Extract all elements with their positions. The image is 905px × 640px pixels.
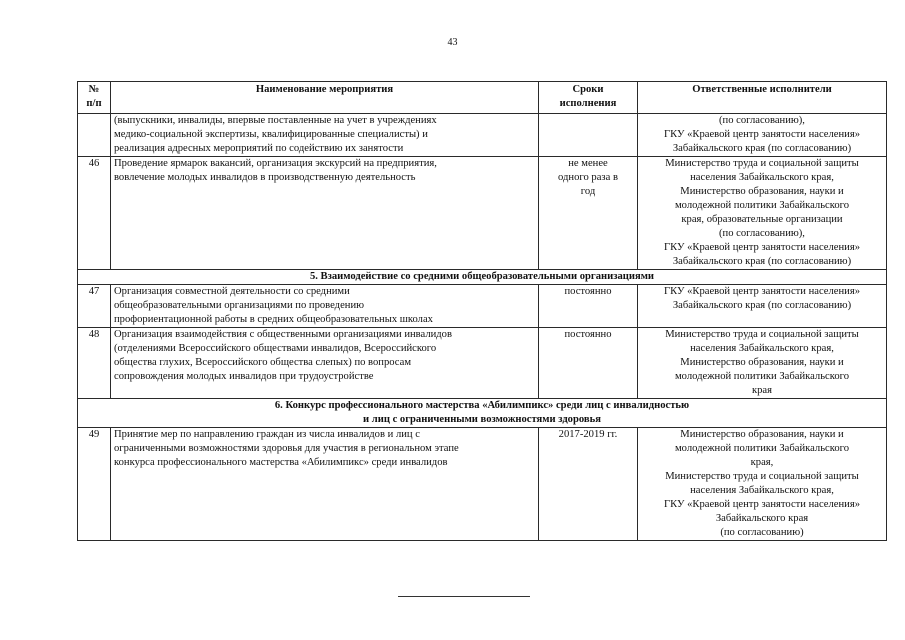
text-line: Министерство труда и социальной защиты [665, 158, 859, 169]
table-row-49 [78, 428, 887, 541]
text-line: (по согласованию), [719, 115, 805, 126]
section-title: 5. Взаимодействие со средними общеобразовательными организациями [78, 270, 887, 285]
cell-responsible [638, 428, 887, 541]
text-line: общества глухих, Всероссийского общества слепых) по вопросам [114, 357, 412, 368]
text-line: год [580, 186, 596, 197]
cell-name [111, 428, 539, 541]
text-line: профориентационной работы в средних общеобразовательных школах [114, 314, 433, 325]
cell-name [111, 328, 539, 399]
section-row-5 [78, 270, 887, 285]
text-line: ГКУ «Краевой центр занятости населения» [663, 499, 860, 510]
cell-num: 49 [78, 428, 111, 541]
text-line: населения Забайкальского края, [690, 485, 834, 496]
table-row-48 [78, 328, 887, 399]
cell-name [111, 157, 539, 270]
header-terms [539, 82, 638, 114]
footnote-divider [398, 596, 530, 597]
header-name: Наименование мероприятия [111, 82, 539, 114]
text-line: населения Забайкальского края, [690, 172, 834, 183]
section-row-6 [78, 399, 887, 428]
cell-responsible [638, 157, 887, 270]
text-line: (отделениями Всероссийского обществами инвалидов, Всероссийского [114, 343, 437, 354]
cell-num: 47 [78, 285, 111, 328]
cell-terms: постоянно [539, 328, 638, 399]
table-row-47 [78, 285, 887, 328]
text-line: (по согласованию) [720, 527, 804, 538]
text-line: медико-социальной экспертизы, квалифицированные специалисты) и [114, 129, 428, 140]
text-line: края, образовательные организации [681, 214, 843, 225]
section-title-line: и лиц с ограниченными возможностями здоровья [363, 414, 601, 425]
text-line: ГКУ «Краевой центр занятости населения» [663, 286, 860, 297]
header-responsible: Ответственные исполнители [638, 82, 887, 114]
activities-table [77, 81, 887, 541]
header-num [78, 82, 111, 114]
text-line: Министерство образования, науки и [680, 429, 844, 440]
cell-name [111, 114, 539, 157]
cell-terms [539, 114, 638, 157]
text-line: Министерство образования, науки и [680, 186, 844, 197]
text-line: края [751, 385, 773, 396]
text-line: (по согласованию), [719, 228, 805, 239]
text-line: Забайкальского края (по согласованию) [672, 143, 852, 154]
text-line: Министерство образования, науки и [680, 357, 844, 368]
table-row-46 [78, 157, 887, 270]
text-line: ограниченными возможностями здоровья для участия в региональном этапе [114, 443, 459, 454]
text-line: общеобразовательными организациями по проведению [114, 300, 365, 311]
text-line: Организация совместной деятельности со средними [114, 286, 350, 297]
text-line: вовлечение молодых инвалидов в производственную деятельность [114, 172, 416, 183]
table-row-continuation [78, 114, 887, 157]
cell-name [111, 285, 539, 328]
text-line: молодежной политики Забайкальского [674, 200, 850, 211]
text-line: края, [750, 457, 774, 468]
text-line: Министерство труда и социальной защиты [665, 471, 859, 482]
text-line: молодежной политики Забайкальского [674, 371, 850, 382]
cell-responsible [638, 328, 887, 399]
cell-num: 48 [78, 328, 111, 399]
cell-num: 46 [78, 157, 111, 270]
text-line: Организация взаимодействия с общественными организациями инвалидов [114, 329, 452, 340]
text-line: (выпускники, инвалиды, впервые поставленные на учет в учреждениях [114, 115, 437, 126]
text-line: молодежной политики Забайкальского [674, 443, 850, 454]
text-line: Забайкальского края (по согласованию) [672, 256, 852, 267]
text-line: Министерство труда и социальной защиты [665, 329, 859, 340]
text-line: реализация адресных мероприятий по содействию их занятости [114, 143, 404, 154]
text-line: Принятие мер по направлению граждан из числа инвалидов и лиц с [114, 429, 420, 440]
table-header-row [78, 82, 887, 114]
header-terms-line: Сроки [572, 84, 604, 95]
cell-terms: 2017-2019 гг. [539, 428, 638, 541]
cell-terms: постоянно [539, 285, 638, 328]
page-number: 43 [447, 37, 458, 48]
text-line: Забайкальского края (по согласованию) [672, 300, 852, 311]
text-line: одного раза в [558, 172, 618, 183]
section-title-line: 6. Конкурс профессионального мастерства «Абилимпикс» среди лиц с инвалидностью [274, 400, 690, 411]
text-line: Забайкальского края [715, 513, 809, 524]
text-line: конкурса профессионального мастерства «Абилимпикс» среди инвалидов [114, 457, 448, 468]
cell-num [78, 114, 111, 157]
text-line: населения Забайкальского края, [690, 343, 834, 354]
header-num-line: п/п [86, 98, 102, 109]
header-num-line: № [88, 84, 100, 95]
text-line: ГКУ «Краевой центр занятости населения» [663, 129, 860, 140]
text-line: ГКУ «Краевой центр занятости населения» [663, 242, 860, 253]
cell-responsible [638, 285, 887, 328]
text-line: сопровождения молодых инвалидов при трудоустройстве [114, 371, 374, 382]
text-line: не менее [568, 158, 608, 169]
header-terms-line: исполнения [559, 98, 617, 109]
section-title [78, 399, 887, 428]
cell-responsible [638, 114, 887, 157]
cell-terms [539, 157, 638, 270]
text-line: Проведение ярмарок вакансий, организация экскурсий на предприятия, [114, 158, 437, 169]
